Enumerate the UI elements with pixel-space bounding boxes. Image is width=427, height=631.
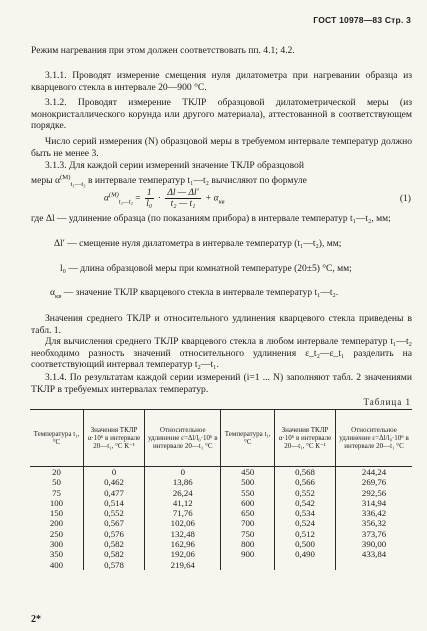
formula-one: 1: [146, 188, 152, 198]
definition-delta-l-prime-symbol: Δl′: [54, 239, 65, 249]
alpha-subscript: t₁—t₂: [70, 180, 86, 188]
table-cell: 292,56: [336, 488, 412, 498]
formula-lhs-sup: (M): [108, 191, 119, 199]
table-cell: 132,48: [145, 529, 221, 539]
table-header-cell: Относительное удлинение ε=Δl/l₀·10⁶ в интервале 20—t₁ °С: [145, 410, 221, 467]
table-cell: 0,578: [83, 560, 144, 570]
formula-denominator: t₂ — t₁: [170, 199, 196, 209]
table-row: [30, 549, 412, 559]
table-header-cell: Относительное удлинение ε=Δl/l₀·10⁶ в интервале 20—t₁ °С: [336, 410, 412, 467]
table-row: [30, 467, 412, 478]
paragraph-table-reference: Значения среднего ТКЛР и относительного удлинения кварцевого стекла приведены в табл. 1.: [31, 313, 412, 336]
paragraph-computation: Для вычисления среднего ТКЛР кварцевого стекла в любом интервале температур t₁—t₂ необходимо разность значений относительного удлинения ε_t₂—ε_t₁ разделить на соответствующий интервал температур t₂—t₁.: [31, 336, 412, 370]
definition-alpha-kv-sub: кв: [54, 292, 62, 300]
paragraph-heating-mode: Режим нагревания при этом должен соответствовать пп. 4.1; 4.2.: [31, 45, 295, 56]
paragraph-3-1-3: [31, 160, 412, 190]
paragraph-series-count: Число серий измерения (N) образцовой меры в требуемом интервале температур должно быть не менее 3.: [31, 136, 412, 159]
definition-l0-text: — длина образцовой меры при комнатной температуре (20±5) °С, мм;: [65, 264, 352, 274]
table-cell: 433,84: [336, 549, 412, 559]
table-row: [30, 539, 412, 549]
table-cell: 162,96: [145, 539, 221, 549]
formula-lhs: α: [104, 193, 109, 204]
table-cell: 269,76: [336, 477, 412, 487]
table-row: [30, 518, 412, 528]
formula-number: (1): [399, 193, 411, 204]
table-cell: 200: [49, 518, 64, 529]
table-cell: [221, 560, 274, 570]
table-cell: 0,582: [83, 549, 144, 559]
table-cell: 50: [52, 477, 61, 488]
table-cell: 390,00: [336, 539, 412, 549]
table-cell: 41,12: [145, 498, 221, 508]
table-cell: 244,24: [336, 467, 412, 478]
formula-frac-1: [145, 188, 154, 209]
alpha-superscript: (M): [60, 173, 71, 181]
table-cell: 0: [83, 467, 144, 478]
table-cell: 102,06: [145, 518, 221, 528]
table-cell: 450: [221, 467, 274, 478]
page-header: ГОСТ 10978—83 Стр. 3: [313, 15, 411, 25]
table-row: [30, 560, 412, 570]
data-table: [30, 409, 412, 570]
definition-delta-l-prime-text: — смещение нуля дилатометра в интервале температур (t₁—t₂), мм;: [64, 239, 342, 249]
formula-numerator: Δl — Δl′: [167, 188, 199, 198]
table-cell: 700: [221, 518, 274, 528]
table-cell: 314,94: [336, 498, 412, 508]
formula-plus-sub: кв: [218, 198, 225, 206]
table-cell: 192,06: [145, 549, 221, 559]
table-cell: 26,24: [145, 488, 221, 498]
page-footer: 2*: [31, 614, 41, 625]
paragraph-3-1-3-suffix: в интервале температур t₁—t₂ вычисляют по формуле: [85, 174, 307, 186]
table-cell: 219,64: [145, 560, 221, 570]
formula-1: $\alpha^{(M)}_{t_1—t_2}$ = $\frac{1}{\text{l₀}}$ · $\frac{\Delta l — \Delta l'}{\text{t₂ — t₁}}$ + $\alpha_{кв}$: [104, 188, 225, 209]
table-cell: 0,552: [274, 488, 335, 498]
table-cell: 0,514: [83, 498, 144, 508]
table-cell: 336,42: [336, 508, 412, 518]
table-cell: 350: [49, 549, 64, 560]
formula-lhs-sub: t₁—t₂: [118, 198, 133, 206]
definition-alpha-kv: [50, 288, 412, 302]
table-header-cell: Температура t₁, °С: [33, 430, 80, 446]
table-cell: 250: [49, 528, 64, 539]
paragraph-3-1-4: 3.1.4. По результатам каждой серии измерений (i=1 ... N) заполняют табл. 2 значениями ТКЛР в требуемых интервалах температур.: [31, 372, 412, 395]
definition-l0: [60, 264, 412, 276]
table-cell: [274, 560, 335, 570]
table-cell: 150: [49, 508, 64, 519]
formula-frac-2: [165, 188, 200, 209]
table-row: [30, 498, 412, 508]
table-cell: [336, 560, 412, 570]
table-cell: 356,32: [336, 518, 412, 528]
table-row: [30, 508, 412, 518]
table-cell: 0,582: [83, 539, 144, 549]
table-row: [30, 477, 412, 487]
table-header-cell: Значения ТКЛР α·10⁶ в интервале 20—t₁, °С К⁻¹: [274, 410, 335, 467]
table-cell: 650: [221, 508, 274, 518]
table-header-row: [30, 410, 412, 467]
table-cell: 13,86: [145, 477, 221, 487]
table-cell: 800: [221, 539, 274, 549]
table-cell: 100: [49, 497, 64, 508]
definition-alpha-kv-text: — значение ТКЛР кварцевого стекла в интервале температур t₁—t₂.: [61, 288, 339, 298]
paragraph-3-1-3-prefix: меры α: [31, 174, 60, 186]
table-cell: 0,512: [274, 529, 335, 539]
table-cell: 550: [221, 488, 274, 498]
table-row: [30, 529, 412, 539]
table-cell: 0,567: [83, 518, 144, 528]
table-header-cell: Температура t₁, °С: [221, 410, 274, 467]
table-cell: 750: [221, 529, 274, 539]
definition-delta-l-text: — удлинение образца (по показаниям прибора) в интервале температур t₁—t₂, мм;: [54, 214, 391, 224]
table-header-cell: Значения ТКЛР α·10⁶ в интервале 20—t₁, °С К⁻¹: [83, 410, 144, 467]
table-cell: 0,566: [274, 477, 335, 487]
table-row: [30, 488, 412, 498]
table-cell: 0,524: [274, 518, 335, 528]
definition-delta-l: [31, 214, 412, 226]
formula-l0: l₀: [146, 199, 153, 209]
definition-l0-symbol: l₀: [60, 264, 66, 274]
table-cell: 0,462: [83, 477, 144, 487]
table-cell: 0: [145, 467, 221, 478]
table-cell: 900: [221, 549, 274, 559]
table-cell: 600: [221, 498, 274, 508]
table-cell: 373,76: [336, 529, 412, 539]
table-cell: 0,576: [83, 529, 144, 539]
table-cell: 20: [52, 467, 61, 477]
table-caption: Таблица 1: [363, 397, 411, 407]
table-cell: 400: [49, 559, 64, 570]
table-cell: 0,500: [274, 539, 335, 549]
table-cell: 0,542: [274, 498, 335, 508]
formula-plus-alpha: + α: [205, 193, 219, 204]
paragraph-3-1-3-line1: 3.1.3. Для каждой серии измерений значение ТКЛР образцовой: [45, 160, 304, 171]
table-cell: 0,477: [83, 488, 144, 498]
table-cell: 75: [52, 487, 61, 498]
definition-alpha-kv-symbol: α: [50, 288, 55, 298]
table-cell: 500: [221, 477, 274, 487]
definition-delta-l-prime: [54, 239, 412, 251]
table-cell: 0,534: [274, 508, 335, 518]
table-cell: 300: [49, 539, 64, 550]
table-cell: 71,76: [145, 508, 221, 518]
definition-delta-l-symbol: где Δl: [31, 214, 55, 224]
table-cell: 0,552: [83, 508, 144, 518]
paragraph-3-1-1: 3.1.1. Проводят измерение смещения нуля дилатометра при нагревании образца из кварцевого стекла в интервале 20—900 °С.: [31, 70, 412, 93]
paragraph-3-1-2: 3.1.2. Проводят измерение ТКЛР образцовой дилатометрической меры (из монокристаллического корунда или другого материала), аттестованной в соответствующем порядке.: [31, 97, 412, 131]
table-cell: 0,568: [274, 467, 335, 478]
table-cell: 0,490: [274, 549, 335, 559]
